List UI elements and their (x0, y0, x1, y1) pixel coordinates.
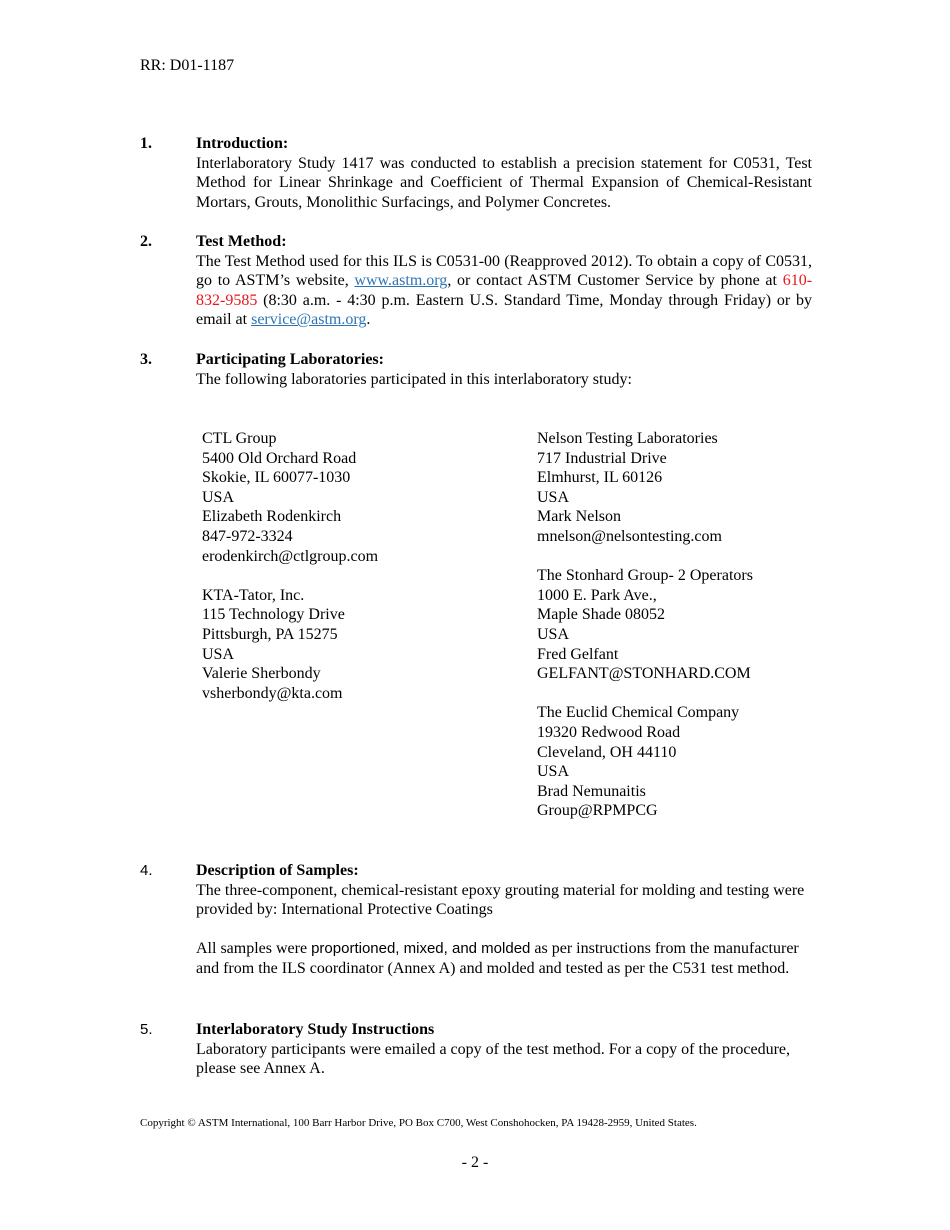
lab-address: 19320 Redwood Road (537, 723, 681, 741)
text-part: as per instructions from the manufacturer and from the ILS coordinator (Annex A) and molded and tested as per the C531 test method. (196, 940, 799, 977)
lab-city: Pittsburgh, PA 15275 (202, 625, 338, 643)
section-title: Introduction: (196, 135, 289, 152)
section-paragraph-1: The three-component, chemical-resistant epoxy grouting material for molding and testing were provided by: International Protective Coatings (196, 881, 805, 919)
lab-entry (537, 566, 753, 684)
section-description-of-samples (140, 861, 812, 979)
text-part: The Test Method used for this ILS is C0531-00 (Reapproved 2012). To obtain a copy of C0531, go to ASTM’s website, (196, 252, 812, 290)
lab-country: USA (537, 488, 570, 506)
section-ils-instructions (140, 1020, 812, 1079)
section-number: 1. (140, 135, 152, 152)
lab-address: 717 Industrial Drive (537, 449, 667, 467)
text-part-sans: proportioned, mixed, and molded (311, 940, 531, 958)
lab-city: Elmhurst, IL 60126 (537, 469, 663, 487)
text-part: . (366, 311, 371, 329)
section-number: 5. (140, 1021, 153, 1038)
text-part: (8:30 a.m. - 4:30 p.m. Eastern U.S. Standard Time, Monday through Friday) or by email at (196, 291, 812, 329)
document-code: RR: D01-1187 (140, 57, 235, 74)
lab-email: vsherbondy@kta.com (202, 684, 343, 702)
lab-country: USA (202, 488, 235, 506)
lab-city: Maple Shade 08052 (537, 606, 665, 624)
lab-name: The Euclid Chemical Company (537, 704, 740, 722)
text-part: , or contact ASTM Customer Service by phone at (447, 272, 783, 290)
email-link[interactable]: service@astm.org (251, 311, 367, 329)
phone-number: 610-832-9585 (196, 272, 813, 309)
lab-address: 1000 E. Park Ave., (537, 586, 657, 604)
lab-email: GELFANT@STONHARD.COM (537, 665, 751, 683)
section-text: Laboratory participants were emailed a copy of the test method. For a copy of the procedure, please see Annex A. (196, 1040, 790, 1078)
lab-country: USA (202, 645, 235, 663)
lab-address: 115 Technology Drive (202, 606, 345, 624)
lab-entry (537, 429, 753, 547)
section-title: Description of Samples: (196, 862, 359, 879)
section-text: Interlaboratory Study 1417 was conducted to establish a precision statement for C0531, Test Method for Linear Shrinkage and Coefficient of Thermal Expansion of Chemical-Resistant Mortars, Grouts, Monolithic Surfacings, and Polymer Concretes. (196, 154, 812, 211)
section-participating-labs (140, 350, 812, 389)
lab-address: 5400 Old Orchard Road (202, 449, 357, 467)
lab-contact: Fred Gelfant (537, 645, 619, 663)
lab-city: Cleveland, OH 44110 (537, 743, 677, 761)
lab-email: mnelson@nelsontesting.com (537, 527, 722, 545)
section-title: Participating Laboratories: (196, 351, 384, 368)
section-title: Test Method: (196, 233, 287, 250)
lab-email: erodenkirch@ctlgroup.com (202, 547, 379, 565)
text-part: All samples were (196, 940, 312, 958)
labs-left-column (202, 429, 378, 703)
lab-contact: Brad Nemunaitis (537, 782, 646, 800)
copyright-footer: Copyright © ASTM International, 100 Barr Harbor Drive, PO Box C700, West Conshohocken, PA 19428-2959, United States. (140, 1117, 697, 1129)
lab-entry (537, 703, 753, 821)
labs-right-column (537, 429, 753, 821)
lab-country: USA (537, 625, 570, 643)
page-number: - 2 - (461, 1154, 489, 1171)
lab-contact: Elizabeth Rodenkirch (202, 508, 342, 526)
lab-contact: Mark Nelson (537, 508, 621, 526)
lab-name: Nelson Testing Laboratories (537, 430, 718, 447)
section-test-method (140, 232, 812, 330)
lab-city: Skokie, IL 60077-1030 (202, 469, 351, 487)
section-title: Interlaboratory Study Instructions (196, 1021, 435, 1038)
lab-name: The Stonhard Group- 2 Operators (537, 567, 753, 585)
lab-name: CTL Group (202, 430, 277, 447)
lab-email: Group@RPMPCG (537, 802, 658, 820)
section-text (196, 252, 812, 330)
section-text: The following laboratories participated in this interlaboratory study: (196, 370, 632, 388)
lab-contact: Valerie Sherbondy (202, 665, 321, 683)
section-number: 4. (140, 862, 153, 879)
section-introduction (140, 134, 812, 212)
website-link[interactable]: www.astm.org (354, 272, 448, 290)
lab-entry (202, 586, 378, 704)
lab-country: USA (537, 763, 570, 781)
lab-phone: 847-972-3324 (202, 527, 293, 545)
section-paragraph-2 (196, 939, 812, 978)
lab-entry (202, 429, 378, 566)
section-number: 2. (140, 233, 152, 250)
section-number: 3. (140, 351, 152, 368)
lab-name: KTA-Tator, Inc. (202, 586, 305, 604)
